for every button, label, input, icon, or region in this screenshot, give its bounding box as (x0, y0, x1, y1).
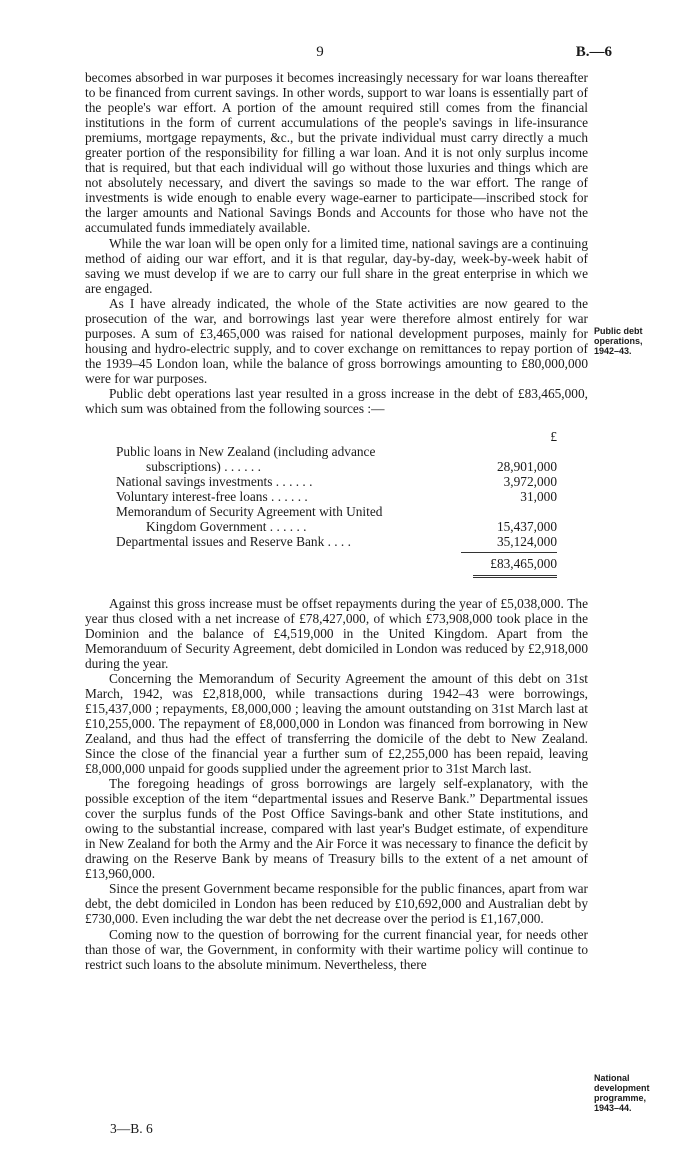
source-amount: 3,972,000 (503, 474, 557, 490)
paragraph: Against this gross increase must be offset repayments during the year of £5,038,000. The year thus closed with a net increase of £78,427,000, of which £73,908,000 took place in the Dominion and the balance of £4,519,000 in the United Kingdom. Apart from the Memoranduum of Security Agreement, debt domiciled in London was reduced by £2,918,000 during the year. (85, 595, 588, 671)
source-label (116, 474, 461, 489)
paragraph: becomes absorbed in war purposes it becomes increasingly necessary for war loans thereafter to be financed from current savings. In other words, support to war loans is essentially part of the people's war effort. A portion of the amount required still comes from the financial institutions in the form of current accumulations of the people's savings in life-insurance premiums, mortgage repayments, &c., but the private individual must carry directly a much greater portion of the responsibility for filling a war loan. And it is not only surplus income that is required, but that each individual will go without those luxuries and things which are not absolutely necessary, and divert the savings so made to the war effort. The range of investments is wide enough to enable every wage-earner to participate—inscribed stock for the larger amounts and National Savings Bonds and Accounts for those who have not the accumulated funds immediately available. (85, 70, 588, 236)
source-label (116, 444, 461, 474)
paragraph: Public debt operations last year resulted in a gross increase in the debt of £83,465,000, which sum was obtained from the following sources :— (85, 385, 588, 417)
total-rule (461, 552, 557, 553)
sources-table (116, 429, 557, 579)
source-label-line: Public loans in New Zealand (including advance (116, 444, 376, 460)
total-double-rule (473, 575, 557, 580)
source-label-line: Memorandum of Security Agreement with United (116, 504, 383, 520)
paragraph: Since the present Government became responsible for the public finances, apart from war debt, the debt domiciled in London has been reduced by £10,692,000 and Australian debt by £730,000. Even including the war debt the net decrease over the period is £1,167,000. (85, 881, 588, 927)
paragraph: The foregoing headings of gross borrowings are largely self-explanatory, with the possible exception of the item “departmental issues and Reserve Bank.” Departmental issues cover the surplus funds of the Post Office Savings-bank and other State institutions, and owing to the substantial increase, compared with last year's Budget estimate, of expenditure in New Zealand for both the Army and the Air Force it was necessary to finance the deficit by drawing on the Reserve Bank by means of Treasury bills to the extent of a net amount of £13,960,000. (85, 776, 588, 882)
margin-note-public-debt: Public debt operations, 1942–43. (594, 326, 643, 356)
margin-note-national-development: National development programme, 1943–44. (594, 1073, 650, 1113)
source-label (116, 504, 461, 534)
page-number: 9 (316, 44, 324, 60)
source-label-line: National savings investments (116, 474, 273, 490)
table-row (116, 444, 557, 474)
source-label-line: Departmental issues and Reserve Bank (116, 534, 325, 550)
table-row (116, 489, 557, 504)
paragraph: Coming now to the question of borrowing for the current financial year, for needs other than those of war, the Government, in conformity with their wartime policy will continue to restrict such loans to the absolute minimum. Nevertheless, there (85, 926, 588, 972)
source-amount: 15,437,000 (496, 519, 557, 535)
leader-dots: . . . . (324, 534, 351, 550)
sources-currency-header-row (116, 429, 557, 444)
leader-dots: . . . . . . (266, 519, 307, 535)
leader-dots: . . . . . . (220, 459, 261, 475)
body-text (85, 70, 588, 972)
source-label (116, 489, 461, 504)
total-row (116, 556, 557, 571)
source-amount: 31,000 (520, 489, 557, 505)
table-row (116, 504, 557, 534)
signature-reference: 3—B. 6 (110, 1121, 153, 1136)
source-label-line: Voluntary interest-free loans (116, 489, 268, 505)
table-row (116, 474, 557, 489)
paragraph: As I have already indicated, the whole of the State activities are now geared to the prosecution of the war, and borrowings last year were therefore almost entirely for war purposes. A sum of £3,465,000 was raised for national development purposes, mainly for housing and hydro-electric supply, and to cover exchange on remittances to repay portion of the 1939–45 London loan, while the balance of gross borrowings amounting to £80,000,000 were for war purposes. (85, 295, 588, 386)
source-label-line: subscriptions) (146, 459, 221, 475)
paragraph: Concerning the Memorandum of Security Agreement the amount of this debt on 31st March, 1942, was £2,818,000, while transactions during 1942–43 were borrowings, £15,437,000 ; repayments, £8,000,000 ; leaving the amount outstanding on 31st March last at £10,255,000. The repayment of £8,000,000 in London was financed from borrowing in New Zealand, and thus had the effect of transferring the domicile of the debt to New Zealand. Since the close of the financial year a further sum of £2,255,000 has been repaid, leaving £8,000,000 unpaid for goods supplied under the agreement prior to 31st March last. (85, 670, 588, 777)
paragraph: While the war loan will be open only for a limited time, national savings are a continuing method of aiding our war effort, and it is that regular, day-by-day, week-by-week habit of saving we must develop if we are to carry our full share in the great enterprise in which we are engaged. (85, 235, 588, 296)
leader-dots: . . . . . . (267, 489, 308, 505)
table-row (116, 534, 557, 549)
source-amount: 35,124,000 (496, 534, 557, 550)
currency-header: £ (550, 429, 557, 445)
document-code: B.—6 (575, 44, 612, 60)
source-amount: 28,901,000 (496, 459, 557, 475)
source-label (116, 534, 461, 549)
source-label-line: Kingdom Government (146, 519, 267, 535)
leader-dots: . . . . . . (272, 474, 313, 490)
total-amount: £83,465,000 (490, 556, 557, 572)
